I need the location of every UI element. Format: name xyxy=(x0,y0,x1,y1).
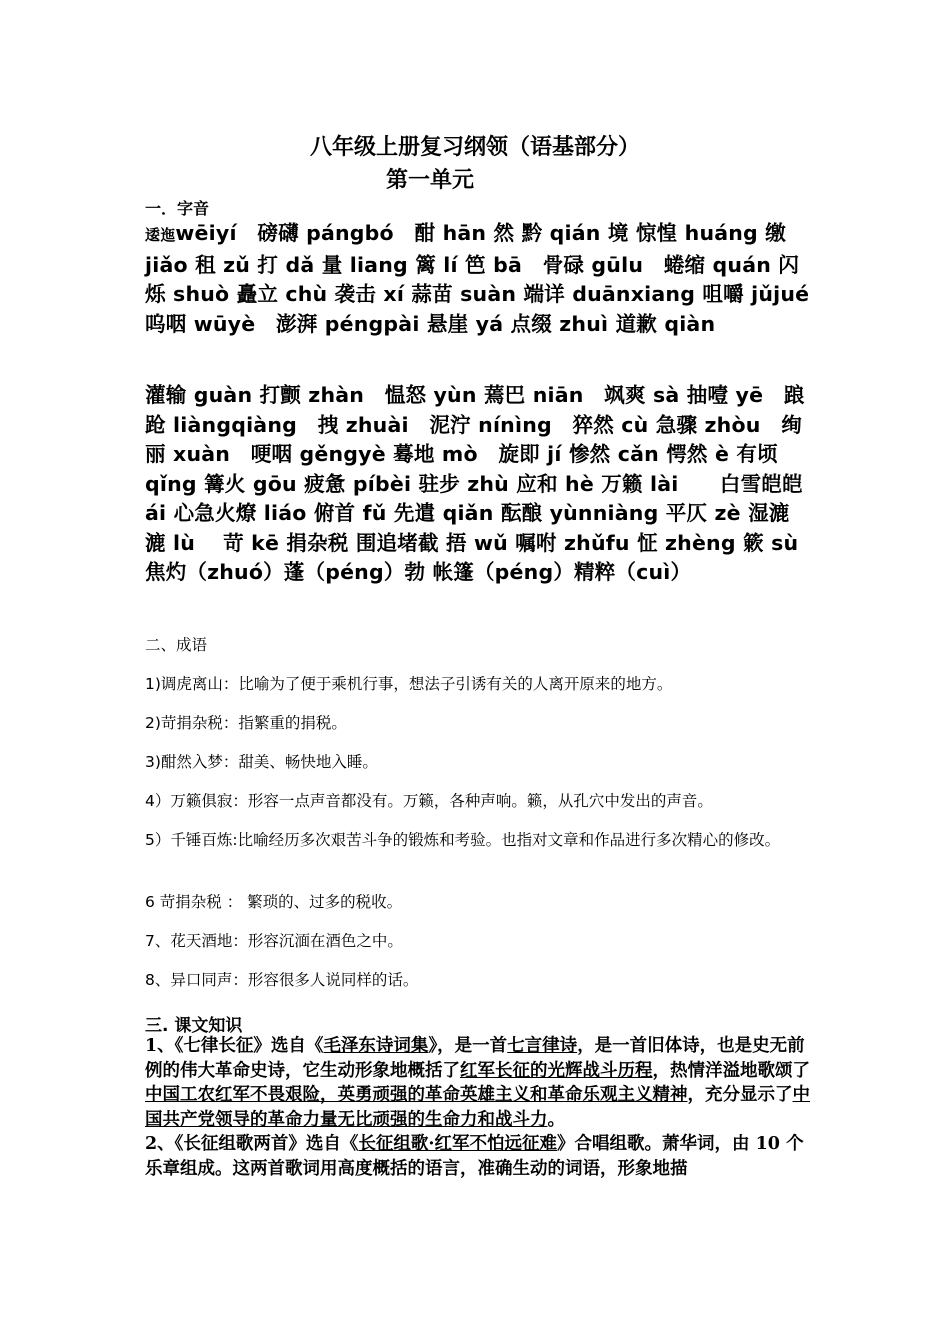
idiom-item: 8、异口同声：形容很多人说同样的话。 xyxy=(145,971,419,989)
k1-text: 》，是一首 xyxy=(428,1036,508,1056)
unit-heading: 第一单元 xyxy=(385,168,474,193)
k1-underlined: 中国工农红军不畏艰险，英勇顽强的革命英雄主义和革命乐观主义精神 xyxy=(145,1085,688,1106)
section-idioms-heading: 二、成语 xyxy=(145,636,208,654)
k1-underlined: 七言律诗 xyxy=(507,1036,578,1056)
k1-text: 。 xyxy=(547,1109,565,1130)
k1-text: ，充分显示了 xyxy=(687,1085,793,1106)
k2-text: 2、《长征组歌两首》选自《 xyxy=(145,1134,359,1155)
idiom-item: 5）千锤百炼:比喻经历多次艰苦斗争的锻炼和考验。也指对文章和作品进行多次精心的修改。 xyxy=(145,831,781,849)
section-text-knowledge-heading: 三. 课文知识 xyxy=(145,1016,243,1036)
k1-underlined: 中国共产党领导的革命力量无比顽强的生命力和战斗力 xyxy=(145,1085,810,1130)
text-knowledge-body xyxy=(145,1034,810,1182)
document-title: 八年级上册复习纲领（语基部分） xyxy=(309,135,640,160)
section-pronunciation-heading: 一．字音 xyxy=(145,199,210,218)
idiom-item: 1)调虎离山：比喻为了便于乘机行事，想法子引诱有关的人离开原来的地方。 xyxy=(145,675,673,693)
idiom-item: 4）万籁俱寂：形容一点声音都没有。万籁，各种声响。籁，从孔穴中发出的声音。 xyxy=(145,792,713,810)
idiom-item: 2)苛捐杂税：指繁重的捐税。 xyxy=(145,714,347,732)
knowledge-item-1 xyxy=(145,1034,810,1132)
pinyin-paragraph-1 xyxy=(145,219,810,339)
idiom-item: 7、花天酒地：形容沉湎在酒色之中。 xyxy=(145,932,403,950)
k1-underlined: 毛泽东诗词集 xyxy=(323,1036,429,1056)
k2-text: 》合唱组歌。萧华词，由 10 个乐章组成。这两首歌词用高度概括的语言，准确生动的词语，形象地描 xyxy=(145,1134,804,1179)
pinyin-paragraph-2: 灌输 guàn 打颤 zhàn 愠怒 yùn 蔫巴 niān 飒爽 sà 抽噎 yē 踉跄 liàngqiàng 拽 zhuài 泥泞 nínìng 猝然 cù 急骤 zhòu 绚丽 xuàn 哽咽 gěngyè 蓦地 mò 旋即 jí 惨然 cǎn 愕然 è 有顷 qǐng 篝火 gōu 疲惫 píbèi 驻步 zhù 应和 hè 万籁 lài 白雪皑皑 ái 心急火燎 liáo 俯首 fǔ 先遣 qiǎn 酝酿 yùnniàng 平仄 zè 湿漉漉 lù 苛 kē 捐杂税 围追堵截 捂 wǔ 嘱咐 zhǔfu 怔 zhèng 簌 sù 焦灼（zhuó）蓬（péng）勃 帐篷（péng）精粹（cuì） xyxy=(145,383,805,584)
idiom-item: 3)酣然入梦：甜美、畅快地入睡。 xyxy=(145,753,378,771)
k1-text: 1、《七律长征》选自《 xyxy=(145,1036,324,1056)
k1-text: ，热情洋溢地歌颂了 xyxy=(652,1060,810,1081)
k1-underlined: 红军长征的光辉战斗历程 xyxy=(460,1060,653,1081)
knowledge-item-2 xyxy=(145,1132,810,1181)
pinyin-first-word: 逶迤 xyxy=(145,226,176,244)
idiom-item: 6 苛捐杂税 ： 繁琐的、过多的税收。 xyxy=(145,893,403,911)
pinyin-paragraph-1-text: wēiyí 磅礴 pángbó 酣 hān 然 黔 qián 境 惊惶 huáng 缴 jiǎo 租 zǔ 打 dǎ 量 liang 篱 lí 笆 bā 骨碌 gūlu 蜷缩 quán 闪烁 shuò 矗立 chù 袭击 xí 蒜苗 suàn 端详 duānxiang 咀嚼 jǔjué 呜咽 wūyè 澎湃 péngpài 悬崖 yá 点缀 zhuì 道歉 qiàn xyxy=(145,221,810,336)
k1-text: ，是一首旧体诗，也是史无前例的伟大革命史诗，它生动形象地概括了 xyxy=(145,1036,805,1081)
k2-underlined: 长征组歌·红军不怕远征难 xyxy=(358,1134,558,1155)
